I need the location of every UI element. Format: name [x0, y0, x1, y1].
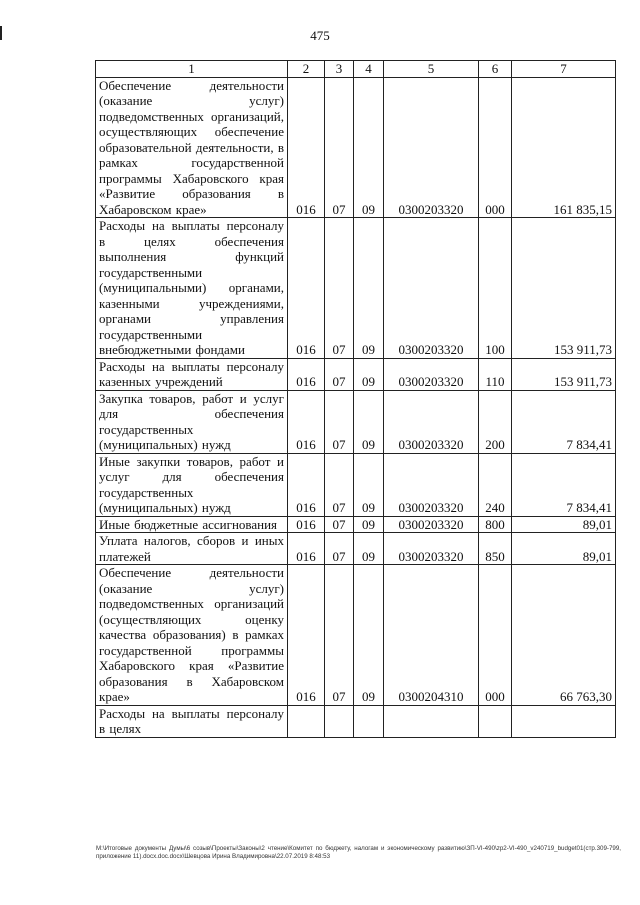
row-amount: 89,01 — [512, 516, 616, 533]
row-expense-type: 850 — [479, 533, 512, 565]
row-ministry-code: 016 — [288, 77, 325, 218]
row-amount: 153 911,73 — [512, 358, 616, 390]
row-ministry-code: 016 — [288, 358, 325, 390]
row-section-code: 07 — [325, 516, 354, 533]
header-col-4: 4 — [354, 61, 384, 78]
row-section-code — [325, 705, 354, 737]
row-expense-type — [479, 705, 512, 737]
row-subsection-code: 09 — [354, 390, 384, 453]
table-row — [96, 390, 616, 453]
row-amount — [512, 705, 616, 737]
table-row — [96, 218, 616, 359]
row-subsection-code: 09 — [354, 218, 384, 359]
row-subsection-code: 09 — [354, 358, 384, 390]
row-target-article — [384, 705, 479, 737]
row-amount: 66 763,30 — [512, 565, 616, 706]
row-ministry-code: 016 — [288, 218, 325, 359]
header-col-2: 2 — [288, 61, 325, 78]
row-amount: 153 911,73 — [512, 218, 616, 359]
row-target-article: 0300203320 — [384, 390, 479, 453]
row-ministry-code — [288, 705, 325, 737]
row-ministry-code: 016 — [288, 533, 325, 565]
document-path-footer: М:\Итоговые документы Думы\6 созыв\Проекты\Законы\2 чтение\Комитет по бюджету, налогам и экономическому развитию\ЗП-VI-490\zp2-VI-490_v240719_budget01(стр.309-799, приложение 11).docx.doc.docx\Шевцова Ирина Владимировна\22.07.2019 8:48:53 — [96, 845, 621, 860]
row-expense-type: 000 — [479, 77, 512, 218]
table-row — [96, 565, 616, 706]
table-row — [96, 516, 616, 533]
row-expense-type: 100 — [479, 218, 512, 359]
row-amount: 89,01 — [512, 533, 616, 565]
row-section-code: 07 — [325, 358, 354, 390]
row-target-article: 0300203320 — [384, 453, 479, 516]
budget-table — [95, 60, 616, 738]
header-col-1: 1 — [96, 61, 288, 78]
row-subsection-code: 09 — [354, 516, 384, 533]
row-ministry-code: 016 — [288, 516, 325, 533]
row-expense-type: 200 — [479, 390, 512, 453]
table-row — [96, 705, 616, 737]
row-expense-type: 240 — [479, 453, 512, 516]
table-row — [96, 453, 616, 516]
row-section-code: 07 — [325, 218, 354, 359]
row-expense-type: 000 — [479, 565, 512, 706]
row-amount: 7 834,41 — [512, 390, 616, 453]
row-name: Расходы на выплаты персоналу в целях обеспечения выполнения функций государственными (муниципальными) органами, казенными учреждениями, органами управления государственными внебюджетными фондами — [96, 218, 288, 359]
header-col-5: 5 — [384, 61, 479, 78]
header-col-3: 3 — [325, 61, 354, 78]
row-name: Иные закупки товаров, работ и услуг для обеспечения государственных (муниципальных) нужд — [96, 453, 288, 516]
header-col-6: 6 — [479, 61, 512, 78]
row-target-article: 0300204310 — [384, 565, 479, 706]
row-section-code: 07 — [325, 533, 354, 565]
row-expense-type: 110 — [479, 358, 512, 390]
row-target-article: 0300203320 — [384, 77, 479, 218]
row-target-article: 0300203320 — [384, 533, 479, 565]
row-ministry-code: 016 — [288, 565, 325, 706]
row-name: Закупка товаров, работ и услуг для обеспечения государственных (муниципальных) нужд — [96, 390, 288, 453]
row-ministry-code: 016 — [288, 453, 325, 516]
row-ministry-code: 016 — [288, 390, 325, 453]
row-section-code: 07 — [325, 453, 354, 516]
row-amount: 161 835,15 — [512, 77, 616, 218]
header-col-7: 7 — [512, 61, 616, 78]
table-row — [96, 358, 616, 390]
row-name: Обеспечение деятельности (оказание услуг) подведомственных организаций, осуществляющих обеспечение образовательной деятельности, в рамках государственной программы Хабаровского края «Развитие образования в Хабаровском крае» — [96, 77, 288, 218]
row-amount: 7 834,41 — [512, 453, 616, 516]
row-section-code: 07 — [325, 77, 354, 218]
row-section-code: 07 — [325, 390, 354, 453]
row-target-article: 0300203320 — [384, 516, 479, 533]
header-row — [96, 61, 616, 78]
row-subsection-code: 09 — [354, 453, 384, 516]
row-target-article: 0300203320 — [384, 358, 479, 390]
row-section-code: 07 — [325, 565, 354, 706]
table-row — [96, 77, 616, 218]
row-subsection-code: 09 — [354, 77, 384, 218]
row-subsection-code: 09 — [354, 565, 384, 706]
row-name: Расходы на выплаты персоналу в целях — [96, 705, 288, 737]
row-name: Иные бюджетные ассигнования — [96, 516, 288, 533]
row-expense-type: 800 — [479, 516, 512, 533]
row-name: Обеспечение деятельности (оказание услуг) подведомственных организаций (осуществляющих оценку качества образования) в рамках государственной программы Хабаровского края «Развитие образования в Хабаровском крае» — [96, 565, 288, 706]
row-name: Расходы на выплаты персоналу казенных учреждений — [96, 358, 288, 390]
row-name: Уплата налогов, сборов и иных платежей — [96, 533, 288, 565]
row-target-article: 0300203320 — [384, 218, 479, 359]
page-number: 475 — [310, 28, 330, 43]
row-subsection-code: 09 — [354, 533, 384, 565]
row-subsection-code — [354, 705, 384, 737]
table-row — [96, 533, 616, 565]
